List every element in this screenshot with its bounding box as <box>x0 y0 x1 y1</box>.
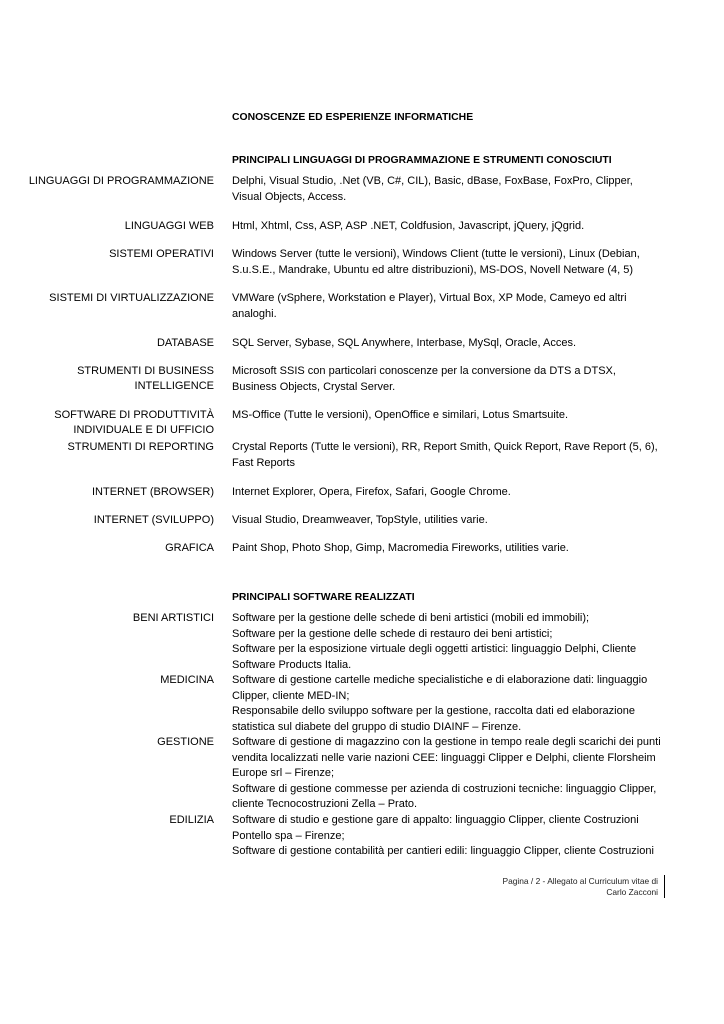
project-line: Software di studio e gestione gare di appalto: linguaggio Clipper, cliente Costruzioni Pontello spa – Firenze; <box>232 814 639 842</box>
skill-label: SISTEMI OPERATIVI <box>109 248 214 260</box>
skill-label: INTERNET (SVILUPPO) <box>93 514 214 526</box>
project-label: GESTIONE <box>157 736 214 748</box>
skill-value: Delphi, Visual Studio, .Net (VB, C#, CIL), Basic, dBase, FoxBase, FoxPro, Clipper, Visual Objects, Access. <box>232 175 633 203</box>
project-description <box>232 673 662 735</box>
skill-label: LINGUAGGI DI PROGRAMMAZIONE <box>28 175 214 187</box>
skill-value: VMWare (vSphere, Workstation e Player), Virtual Box, XP Mode, Cameyo ed altri analoghi. <box>232 292 627 320</box>
project-line: Software di gestione commesse per azienda di costruzioni tecniche: linguaggio Clipper, cliente Tecnocostruzioni Zella – Prato. <box>232 782 657 810</box>
skill-value: MS-Office (Tutte le versioni), OpenOffice e similari, Lotus Smartsuite. <box>232 409 569 421</box>
skill-label: SOFTWARE DI PRODUTTIVITÀ INDIVIDUALE E DI UFFICIO <box>54 409 214 436</box>
section-title: CONOSCENZE ED ESPERIENZE INFORMATICHE <box>232 112 474 123</box>
project-line: Software per la gestione delle schede di restauro dei beni artistici; <box>232 627 553 640</box>
skill-value: Paint Shop, Photo Shop, Gimp, Macromedia Fireworks, utilities varie. <box>232 542 569 554</box>
project-line: Software di gestione contabilità per cantieri edili: linguaggio Clipper, cliente Costruzioni <box>232 845 654 857</box>
footer-divider <box>664 875 665 898</box>
skill-label: GRAFICA <box>165 542 214 554</box>
skill-value: Html, Xhtml, Css, ASP, ASP .NET, Coldfusion, Javascript, jQuery, jQgrid. <box>232 220 585 232</box>
languages-heading: PRINCIPALI LINGUAGGI DI PROGRAMMAZIONE E STRUMENTI CONOSCIUTI <box>232 155 612 166</box>
project-label: EDILIZIA <box>169 814 214 826</box>
project-line: Software per la esposizione virtuale degli oggetti artistici: linguaggio Delphi, Cliente Software Products Italia. <box>232 643 637 671</box>
project-description <box>232 813 662 860</box>
project-label: MEDICINA <box>160 674 214 686</box>
skill-label: STRUMENTI DI BUSINESS INTELLIGENCE <box>77 365 214 392</box>
skill-value: Microsoft SSIS con particolari conoscenze per la conversione da DTS a DTSX, Business Objects, Crystal Server. <box>232 365 616 393</box>
project-label: BENI ARTISTICI <box>132 612 214 624</box>
skill-label: INTERNET (BROWSER) <box>91 486 214 498</box>
skill-value: Windows Server (tutte le versioni), Windows Client (tutte le versioni), Linux (Debian, S.u.S.E., Mandrake, Ubuntu ed altre distribuzioni), MS-DOS, Novell Netware (4, 5) <box>232 248 640 276</box>
skill-value: Internet Explorer, Opera, Firefox, Safari, Google Chrome. <box>232 486 511 498</box>
page-footer <box>503 876 658 898</box>
footer-page-info: Pagina / 2 - Allegato al Curriculum vitae di <box>502 876 658 886</box>
project-description <box>232 611 662 673</box>
project-line: Software per la gestione delle schede di beni artistici (mobili ed immobili); <box>232 612 590 624</box>
project-line: Software di gestione cartelle mediche specialistiche e di elaborazione dati: linguaggio Clipper, cliente MED-IN; <box>232 674 648 702</box>
skill-value: Visual Studio, Dreamweaver, TopStyle, utilities varie. <box>232 514 488 526</box>
skill-label: STRUMENTI DI REPORTING <box>67 441 214 453</box>
skill-label: LINGUAGGI WEB <box>124 220 214 232</box>
footer-author: Carlo Zacconi <box>606 887 658 897</box>
skill-label: SISTEMI DI VIRTUALIZZAZIONE <box>49 292 214 304</box>
skill-label: DATABASE <box>156 337 214 349</box>
skill-value: Crystal Reports (Tutte le versioni), RR, Report Smith, Quick Report, Rave Report (5, 6), Fast Reports <box>232 441 658 469</box>
project-line: Software di gestione di magazzino con la gestione in tempo reale degli scarichi dei punti vendita localizzati nelle varie nazioni CEE: linguaggi Clipper e Delphi, cliente Florsheim Europe srl – Firenze; <box>232 736 661 779</box>
skill-value: SQL Server, Sybase, SQL Anywhere, Interbase, MySql, Oracle, Acces. <box>232 337 577 349</box>
project-description <box>232 735 662 813</box>
software-heading: PRINCIPALI SOFTWARE REALIZZATI <box>232 592 415 603</box>
project-line: Responsabile dello sviluppo software per la gestione, raccolta dati ed elaborazione statistica sul diabete del gruppo di studio DIAINF – Firenze. <box>232 705 635 733</box>
